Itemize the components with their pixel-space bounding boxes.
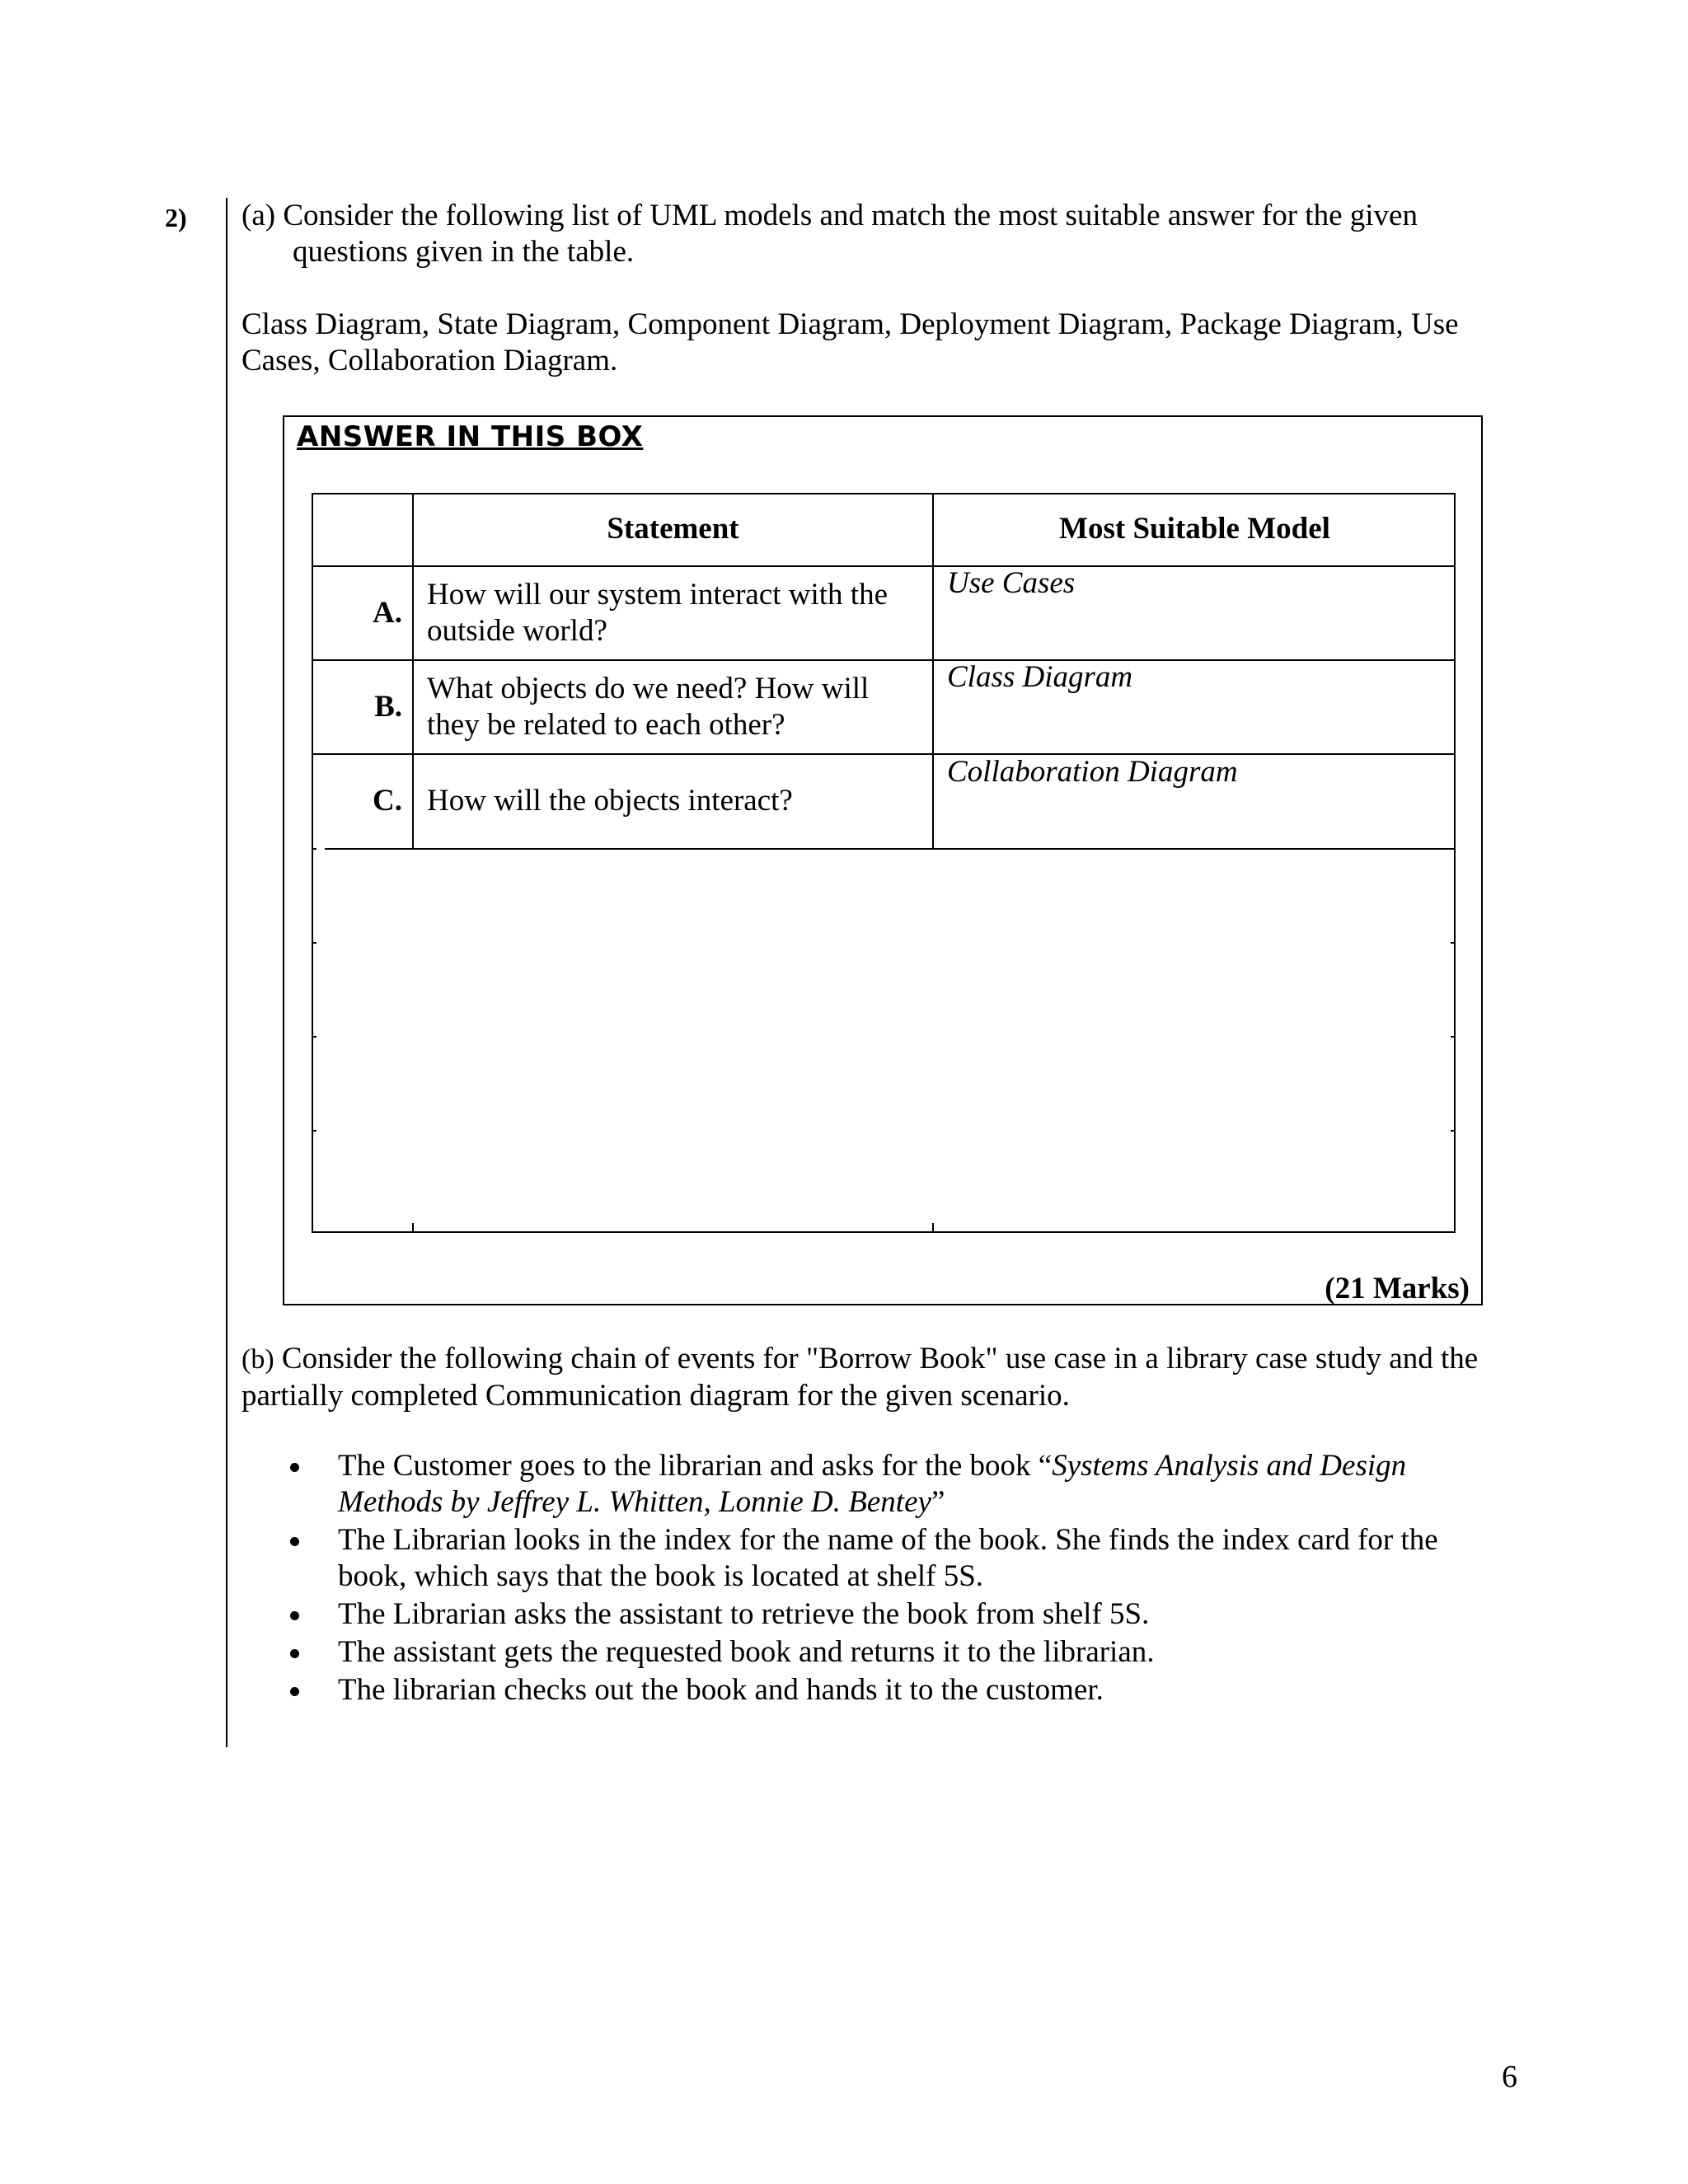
row-c-statement: How will the objects interact? xyxy=(427,784,793,818)
list-item: The Librarian asks the assistant to retrieve the book from shelf 5S. xyxy=(288,1596,1467,1633)
list-item: The librarian checks out the book and hands it to the customer. xyxy=(288,1672,1467,1708)
bullet-icon xyxy=(290,1463,299,1472)
marks-label: (21 Marks) xyxy=(1325,1272,1470,1305)
answer-box-label: ANSWER IN THIS BOX xyxy=(297,420,644,453)
table-tick xyxy=(312,942,316,944)
row-b-model: Class Diagram xyxy=(947,660,1133,694)
question-margin-rule xyxy=(226,198,227,1747)
table-tick xyxy=(932,1223,934,1233)
part-b-intro xyxy=(241,1341,1494,1414)
book-title: Systems Analysis and Design Methods by Jeffrey L. Whitten, Lonnie D. Bentey xyxy=(338,1449,1407,1519)
part-a-intro xyxy=(241,198,1503,270)
row-a-label: A. xyxy=(373,596,402,630)
bullet-icon xyxy=(290,1687,299,1696)
table-tick xyxy=(1451,1036,1455,1038)
table-tick xyxy=(312,1036,316,1038)
table-tick xyxy=(1451,942,1455,944)
part-b-intro-text: Consider the following chain of events for "Borrow Book" use case in a library case study and the partially completed Communication diagram for the given scenario. xyxy=(241,1342,1479,1413)
table-tick xyxy=(312,1130,316,1132)
row-b-label: B. xyxy=(374,690,402,724)
uml-models-list: Class Diagram, State Diagram, Component Diagram, Deployment Diagram, Package Diagram, Use Cases, Collaboration Diagram. xyxy=(241,307,1459,377)
row-c-model: Collaboration Diagram xyxy=(947,755,1238,789)
table-row-divider-stub xyxy=(312,848,316,850)
table-tick xyxy=(412,1223,414,1233)
page-number: 6 xyxy=(1502,2060,1517,2094)
table-tick xyxy=(1451,1130,1455,1132)
part-b-prefix: (b) xyxy=(241,1344,274,1375)
bullet-icon xyxy=(290,1649,299,1658)
list-item: The Librarian looks in the index for the name of the book. She finds the index card for the book, which says that the book is located at shelf 5S. xyxy=(288,1522,1467,1595)
table-header-model: Most Suitable Model xyxy=(1059,512,1330,546)
row-a-statement: How will our system interact with the outside world? xyxy=(427,578,889,648)
table-row-divider xyxy=(325,848,1456,850)
event-list xyxy=(288,1448,1467,1710)
row-a-model: Use Cases xyxy=(947,566,1076,600)
row-c-label: C. xyxy=(373,784,402,818)
list-item: The assistant gets the requested book and returns it to the librarian. xyxy=(288,1634,1467,1671)
list-item: The Customer goes to the librarian and asks for the book “Systems Analysis and Design Methods by Jeffrey L. Whitten, Lonnie D. Bentey” xyxy=(288,1448,1467,1521)
bullet-icon xyxy=(290,1611,299,1620)
table-header-statement: Statement xyxy=(607,512,739,546)
bullet-icon xyxy=(290,1537,299,1546)
row-b-statement: What objects do we need? How will they be related to each other? xyxy=(427,672,870,742)
part-a-intro-line2: questions given in the table. xyxy=(293,235,635,269)
part-a-intro-line1: (a) Consider the following list of UML models and match the most suitable answer for the given xyxy=(241,199,1418,232)
question-number: 2) xyxy=(165,203,187,232)
